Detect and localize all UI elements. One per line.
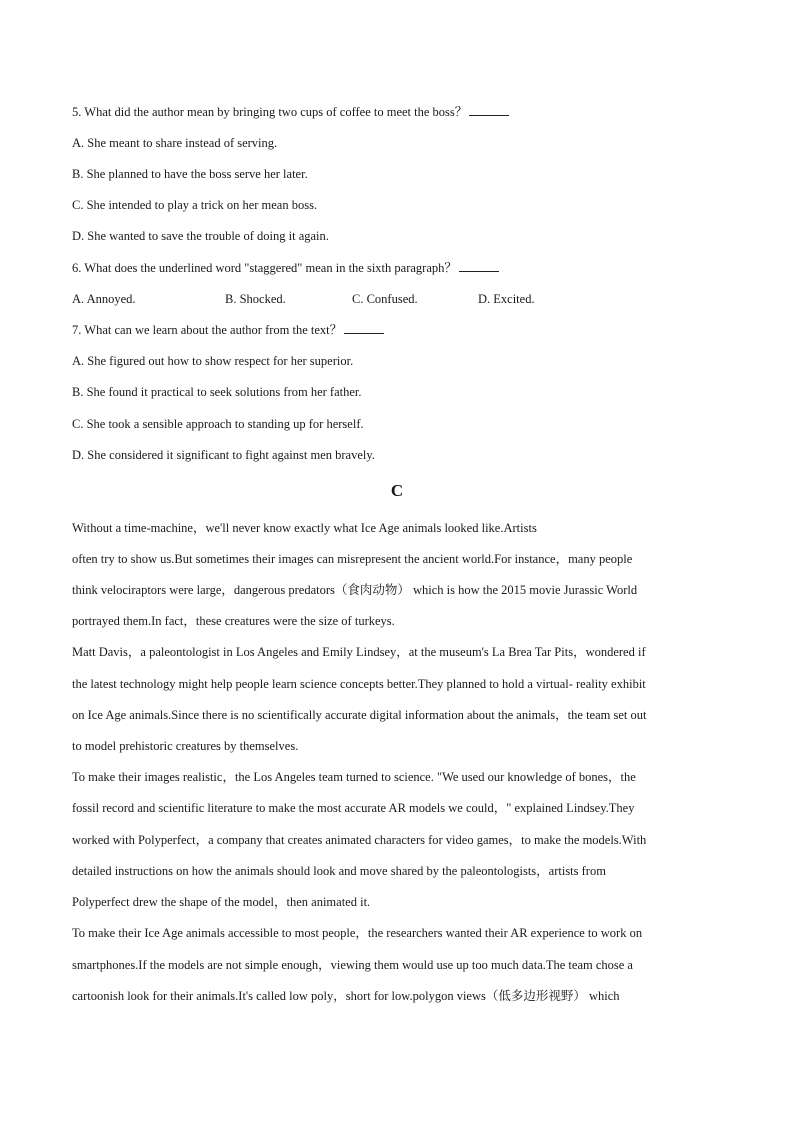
passage-line: the latest technology might help people learn science concepts better.They planned to hold a virtual- reality exhibit — [72, 677, 646, 691]
question-5-option-c: C. She intended to play a trick on her mean boss. — [72, 198, 318, 212]
question-6-option-b: B. Shocked. — [225, 292, 286, 306]
question-6-stem: 6. What does the underlined word "staggered" mean in the sixth paragraph？ — [72, 261, 457, 275]
passage-line: on Ice Age animals.Since there is no scientifically accurate digital information about the animals，the team set out — [72, 708, 647, 722]
passage-line: fossil record and scientific literature to make the most accurate AR models we could，" explained Lindsey.They — [72, 801, 635, 815]
answer-blank-6[interactable] — [459, 260, 499, 272]
passage-line: Polyperfect drew the shape of the model，then animated it. — [72, 895, 371, 909]
passage-line: often try to show us.But sometimes their images can misrepresent the ancient world.For instance，many people — [72, 552, 633, 566]
passage-line: to model prehistoric creatures by themselves. — [72, 739, 299, 753]
question-6 — [72, 260, 499, 276]
passage-line: To make their images realistic，the Los Angeles team turned to science. "We used our knowledge of bones，the — [72, 770, 636, 784]
question-7-option-a: A. She figured out how to show respect for her superior. — [72, 354, 354, 368]
passage-line: Matt Davis，a paleontologist in Los Angeles and Emily Lindsey，at the museum's La Brea Tar Pits，wondered if — [72, 645, 646, 659]
question-7-stem: 7. What can we learn about the author from the text？ — [72, 323, 343, 337]
question-5-stem: 5. What did the author mean by bringing two cups of coffee to meet the boss？ — [72, 105, 468, 119]
question-5-option-a: A. She meant to share instead of serving. — [72, 136, 278, 150]
question-6-options — [72, 291, 722, 307]
question-5 — [72, 104, 509, 120]
question-5-option-d: D. She wanted to save the trouble of doing it again. — [72, 229, 329, 243]
passage-line: worked with Polyperfect，a company that creates animated characters for video games，to make the models.With — [72, 833, 647, 847]
question-5-option-b: B. She planned to have the boss serve her later. — [72, 167, 308, 181]
passage-line: To make their Ice Age animals accessible to most people，the researchers wanted their AR experience to work on — [72, 926, 643, 940]
question-7-option-c: C. She took a sensible approach to standing up for herself. — [72, 417, 364, 431]
passage-line: smartphones.If the models are not simple enough，viewing them would use up too much data.The team chose a — [72, 958, 633, 972]
question-6-option-a: A. Annoyed. — [72, 292, 136, 306]
passage-line: cartoonish look for their animals.It's called low poly，short for low.polygon views（低多边形视野） which — [72, 989, 620, 1003]
question-6-option-c: C. Confused. — [352, 292, 418, 306]
passage-line: portrayed them.In fact，these creatures were the size of turkeys. — [72, 614, 395, 628]
question-7-option-d: D. She considered it significant to fight against men bravely. — [72, 448, 375, 462]
passage-line: think velociraptors were large，dangerous predators（食肉动物） which is how the 2015 movie Jurassic World — [72, 583, 638, 597]
answer-blank-5[interactable] — [469, 104, 509, 116]
question-7 — [72, 322, 384, 338]
passage-line: Without a time-machine，we'll never know exactly what Ice Age animals looked like.Artists — [72, 521, 537, 535]
question-7-option-b: B. She found it practical to seek solutions from her father. — [72, 385, 362, 399]
answer-blank-7[interactable] — [344, 322, 384, 334]
question-6-option-d: D. Excited. — [478, 292, 535, 306]
section-heading: C — [390, 481, 404, 500]
passage-line: detailed instructions on how the animals should look and move shared by the paleontologists，artists from — [72, 864, 606, 878]
